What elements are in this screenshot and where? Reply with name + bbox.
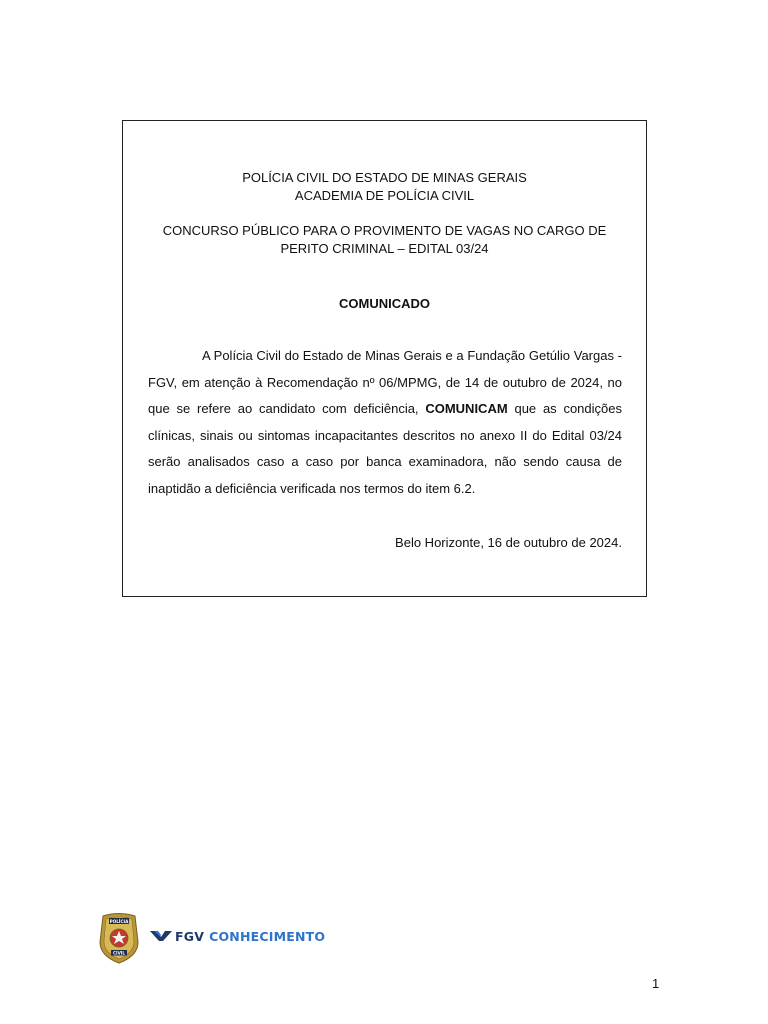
contest-header: [123, 222, 646, 258]
header-line-police: POLÍCIA CIVIL DO ESTADO DE MINAS GERAIS: [242, 170, 527, 185]
police-badge-icon: [97, 912, 141, 964]
signature-date: Belo Horizonte, 16 de outubro de 2024.: [395, 535, 622, 550]
conhecimento-label: CONHECIMENTO: [209, 928, 326, 944]
badge-top-label: POLÍCIA: [109, 919, 129, 924]
badge-bottom-label: CIVIL: [112, 950, 126, 956]
body-paragraph: [148, 343, 622, 502]
footer-logos: [97, 912, 325, 964]
page-number: 1: [652, 976, 660, 991]
header-line-contest: CONCURSO PÚBLICO PARA O PROVIMENTO DE VAGAS NO CARGO DE: [162, 223, 607, 238]
document-box: [122, 120, 647, 597]
document-heading: COMUNICADO: [339, 296, 430, 311]
body-emphasis: COMUNICAM: [425, 401, 508, 416]
header-line-edital: PERITO CRIMINAL – EDITAL 03/24: [280, 241, 489, 256]
header-line-academy: ACADEMIA DE POLÍCIA CIVIL: [294, 188, 475, 203]
body-text-part2: que as condições clínicas, sinais ou sintomas incapacitantes descritos no anexo II do Edital 03/24 serão analisados caso a caso por banca examinadora, não sendo causa de inaptidão a deficiência verificada nos termos do item 6.2.: [148, 401, 622, 496]
fgv-label: FGV: [175, 928, 205, 944]
fgv-chevron-icon: [150, 930, 172, 942]
institution-header: [123, 169, 646, 205]
body-text-part1: A Polícia Civil do Estado de Minas Gerais e a Fundação Getúlio Vargas - FGV, em atenção à Recomendação nº 06/MPMG, de 14 de outubro de 2024, no que se refere ao candidato com deficiência,: [148, 348, 622, 416]
fgv-conhecimento-logo: [150, 929, 325, 944]
